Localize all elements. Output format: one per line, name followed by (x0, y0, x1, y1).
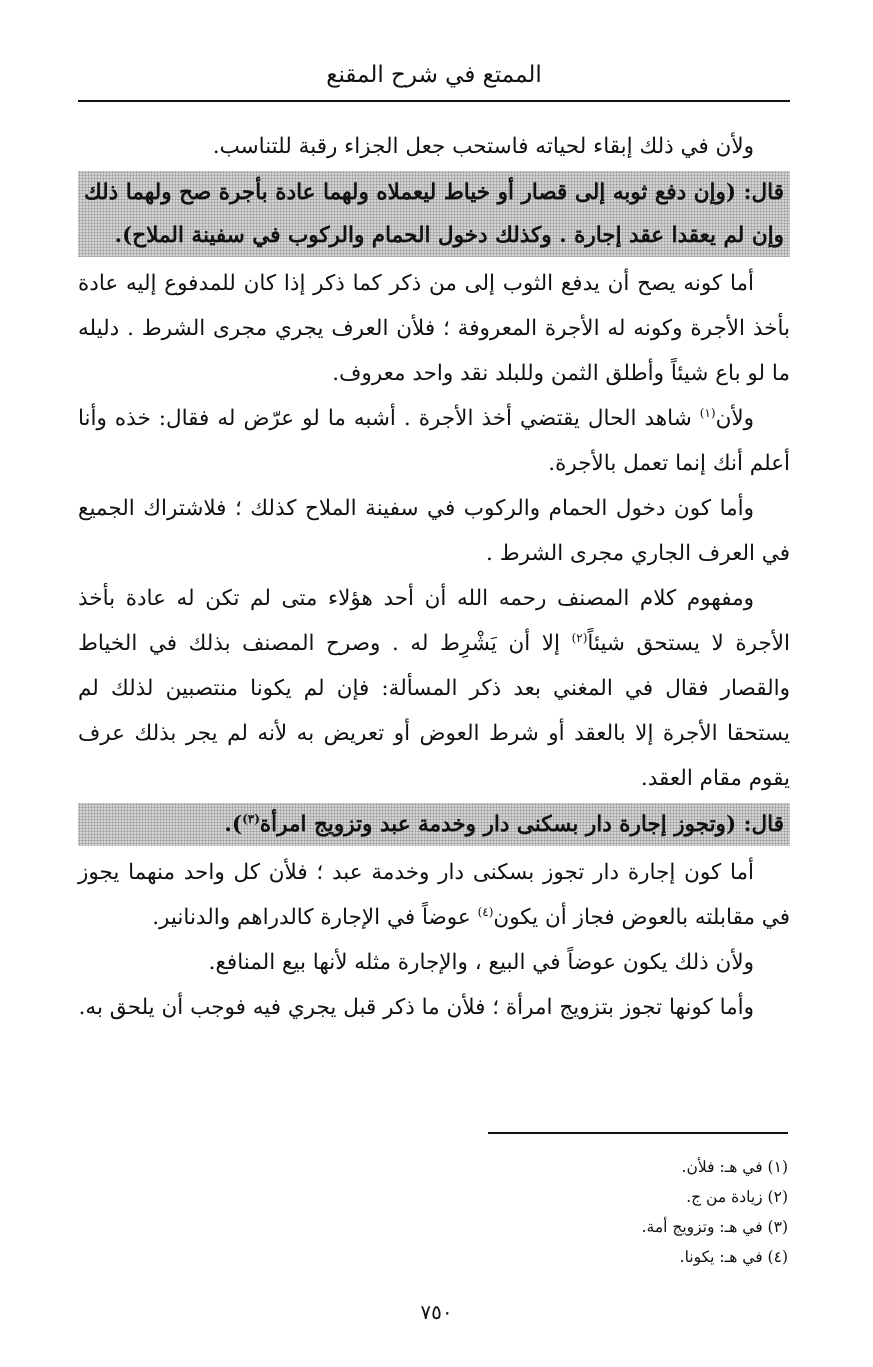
paragraph-text: ومفهوم كلام المصنف رحمه الله أن أحد هؤلاء متى لم تكن له عادة بأخذ الأجرة لا يستحق شيئاً (78, 586, 790, 656)
footnote-rule (488, 1132, 788, 1134)
footnote: (٤) في هـ: يكونا. (679, 1248, 788, 1266)
paragraph-text: عوضاً في الإجارة كالدراهم والدنانير. (152, 905, 478, 930)
footnote: (٢) زيادة من ج. (686, 1188, 788, 1206)
paragraph-text: ولأن (715, 406, 754, 431)
footnotes (400, 1152, 788, 1272)
paragraph: وأما كونها تجوز بتزويج امرأة ؛ فلأن ما ذكر قبل يجري فيه فوجب أن يلحق به. (78, 995, 754, 1020)
matn-quote (78, 803, 790, 846)
paragraph (78, 850, 790, 940)
paragraph-text: أما كون إجارة دار تجوز بسكنى دار وخدمة عبد ؛ فلأن كل واحد منهما يجوز في مقابلته بالعوض فجاز أن يكون (78, 860, 790, 930)
paragraph: وأما كون دخول الحمام والركوب في سفينة الملاح كذلك ؛ فلاشتراك الجميع في العرف الجاري مجرى الشرط . (78, 496, 790, 566)
matn-text: قال: (وتجوز إجارة دار بسكنى دار وخدمة عبد وتزويج امرأة (259, 812, 784, 837)
paragraph (78, 396, 790, 486)
paragraph: ولأن ذلك يكون عوضاً في البيع ، والإجارة مثله لأنها بيع المنافع. (208, 950, 754, 975)
paragraph-text: إلا أن يَشْرِط له . وصرح المصنف بذلك في الخياط والقصار فقال في المغني بعد ذكر المسألة: فإن لم يكونا منتصبين لذلك لم يستحقا الأجرة إلا بالعقد أو شرط العوض أو تعريض به لأنه لم يجر بذلك عرف يقوم مقام العقد. (78, 631, 790, 791)
matn-quote: قال: (وإن دفع ثوبه إلى قصار أو خياط ليعملاه ولهما عادة بأجرة صح ولهما ذلك وإن لم يعقدا عقد إجارة . وكذلك دخول الحمام والركوب في سفينة الملاح). (78, 171, 790, 257)
footnote-marker: (١) (699, 405, 716, 420)
paragraph: ولأن في ذلك إبقاء لحياته فاستحب جعل الجزاء رقبة للتناسب. (212, 134, 754, 159)
footnote-marker: (٣) (242, 811, 260, 826)
matn-text: ). (224, 812, 243, 837)
footnote-marker: (٢) (571, 630, 588, 645)
running-header-title: الممتع في شرح المقنع (326, 62, 542, 88)
footnote-marker: (٤) (477, 904, 494, 919)
paragraph: أما كونه يصح أن يدفع الثوب إلى من ذكر كما ذكر إذا كان للمدفوع إليه عادة بأخذ الأجرة وكونه له الأجرة المعروفة ؛ فلأن العرف يجري مجرى الشرط . دليله ما لو باع شيئاً وأطلق الثمن وللبلد نقد واحد معروف. (78, 271, 790, 386)
page-number: ٧٥٠ (420, 1300, 453, 1324)
paragraph (78, 576, 790, 801)
footnote: (٣) في هـ: وتزويج أمة. (641, 1218, 788, 1236)
header-rule (78, 100, 790, 102)
main-text (78, 124, 790, 1030)
footnote: (١) في هـ: فلأن. (681, 1158, 788, 1176)
paragraph-text: شاهد الحال يقتضي أخذ الأجرة . أشبه ما لو عرّض له فقال: خذه وأنا أعلم أنك إنما تعمل بالأجرة. (78, 406, 790, 476)
